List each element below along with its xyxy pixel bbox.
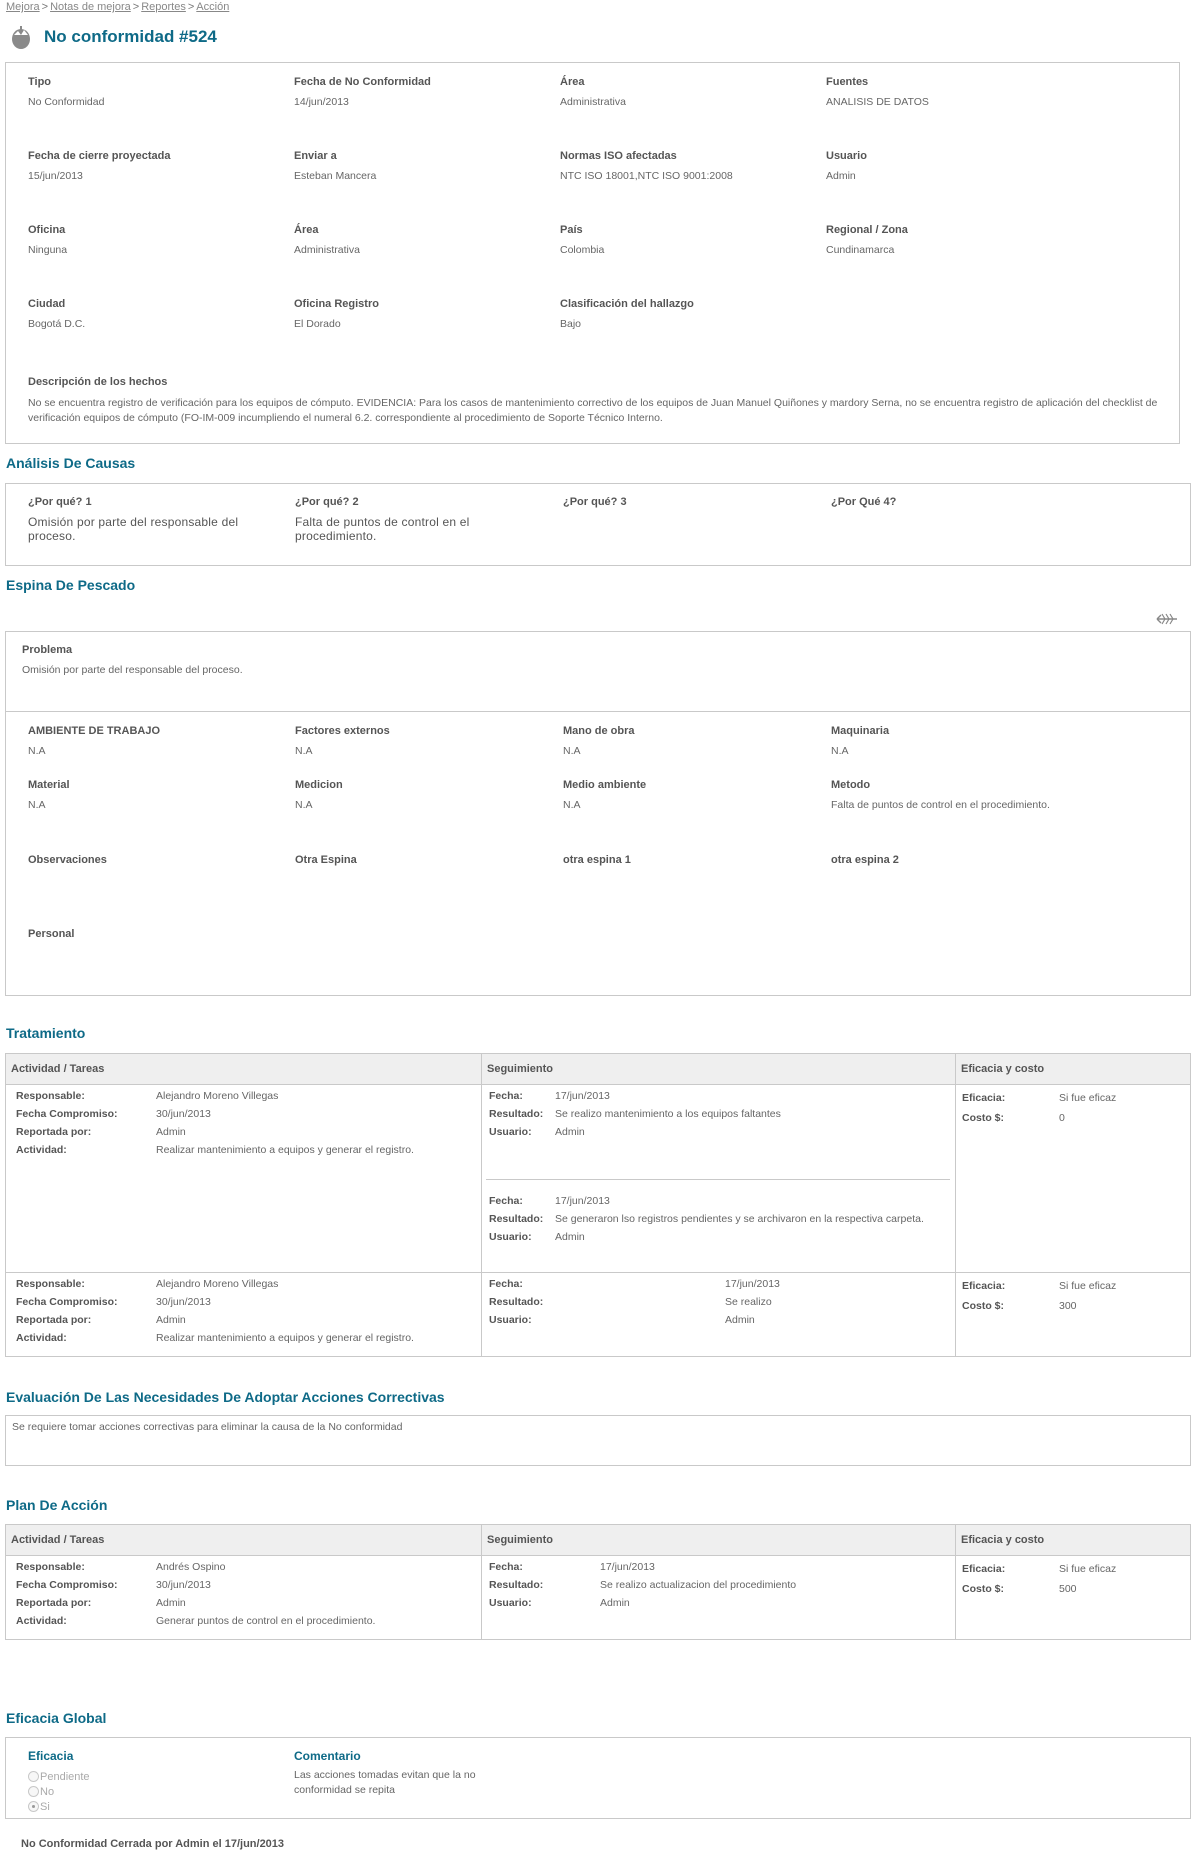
divider [6, 711, 1190, 712]
field-value: Colombia [560, 244, 605, 256]
kv-label: Eficacia: [962, 1092, 1006, 1104]
field-label: Factores externos [295, 725, 390, 737]
field-label: Metodo [831, 779, 871, 791]
section-title-tratamiento: Tratamiento [6, 1025, 86, 1041]
breadcrumb-reportes[interactable]: Reportes [141, 1, 186, 13]
field-value: Administrativa [294, 244, 360, 256]
kv-label: Usuario: [489, 1314, 532, 1326]
field-regional [826, 223, 908, 257]
kv-value: 17/jun/2013 [725, 1278, 780, 1290]
eficacia-group [28, 1749, 90, 1814]
kv-value: 17/jun/2013 [600, 1561, 655, 1573]
breadcrumb-separator: > [132, 1, 140, 13]
field-value: Esteban Mancera [294, 170, 377, 182]
field-fecha-cierre [28, 149, 170, 183]
field-descripcion [28, 375, 1183, 426]
kv-value: Alejandro Moreno Villegas [156, 1090, 279, 1102]
kv-label: Eficacia: [962, 1563, 1006, 1575]
kv-value: 17/jun/2013 [555, 1195, 610, 1207]
kv-label: Usuario: [489, 1597, 532, 1609]
kv-value: Se realizo actualizacion del procedimiento [600, 1579, 797, 1591]
field-label: ¿Por Qué 4? [831, 496, 897, 508]
kv-label: Resultado: [489, 1296, 544, 1308]
kv-value: Realizar mantenimiento a equipos y generar el registro. [156, 1332, 414, 1344]
comentario-label: Comentario [294, 1749, 361, 1763]
kv-value: Si fue eficaz [1059, 1563, 1117, 1575]
kv-value: 30/jun/2013 [156, 1579, 211, 1591]
table-row [16, 1087, 414, 1159]
espina-otra [295, 853, 357, 874]
field-value: N.A [28, 745, 46, 757]
kv-label: Fecha: [489, 1278, 523, 1290]
field-clasificacion [560, 297, 694, 331]
field-enviar [294, 149, 376, 183]
column-divider [955, 1525, 956, 1639]
column-header: Eficacia y costo [961, 1534, 1045, 1546]
kv-label: Reportada por: [16, 1597, 92, 1609]
por-que-4 [831, 495, 1071, 515]
field-value: Omisión por parte del responsable del proceso. [28, 515, 239, 543]
eficacia-costo [962, 1276, 1116, 1316]
field-value: Admin [826, 170, 856, 182]
field-ciudad [28, 297, 85, 331]
breadcrumb-notas[interactable]: Notas de mejora [50, 1, 131, 13]
field-label: Normas ISO afectadas [560, 150, 677, 162]
field-pais [560, 223, 604, 257]
kv-value: 0 [1059, 1112, 1065, 1124]
row-divider [6, 1272, 1190, 1273]
field-value: Ninguna [28, 244, 68, 256]
espina-metodo [831, 778, 1050, 812]
field-usuario [826, 149, 867, 183]
column-divider [481, 1525, 482, 1639]
field-label: Clasificación del hallazgo [560, 298, 694, 310]
radio-pendiente[interactable] [28, 1769, 90, 1784]
column-divider [955, 1054, 956, 1356]
radio-button[interactable] [28, 1771, 39, 1782]
kv-label: Actividad: [16, 1332, 67, 1344]
kv-label: Costo $: [962, 1583, 1004, 1595]
breadcrumb [6, 1, 229, 13]
field-label: otra espina 2 [831, 854, 899, 866]
field-value: Bajo [560, 318, 582, 330]
closure-note: No Conformidad Cerrada por Admin el 17/jun/2013 [21, 1838, 285, 1850]
espina-material [28, 778, 70, 812]
espina-medicion [295, 778, 343, 812]
espina-observaciones [28, 853, 107, 874]
field-fuentes [826, 75, 929, 109]
espina-personal [28, 927, 74, 948]
table-row [16, 1275, 414, 1347]
field-value: Omisión por parte del responsable del proceso. [22, 664, 243, 676]
field-label: Otra Espina [295, 854, 357, 866]
seguimiento-entry [489, 1558, 796, 1612]
kv-value: Admin [156, 1314, 186, 1326]
kv-value: Si fue eficaz [1059, 1092, 1117, 1104]
details-panel [5, 62, 1180, 444]
field-label: Fecha de No Conformidad [294, 76, 431, 88]
eficacia-label: Eficacia [28, 1749, 74, 1763]
field-value: No Conformidad [28, 96, 105, 108]
kv-label: Fecha Compromiso: [16, 1579, 118, 1591]
espina-mano-obra [563, 724, 635, 758]
field-label: otra espina 1 [563, 854, 631, 866]
kv-value: 30/jun/2013 [156, 1108, 211, 1120]
kv-value: Alejandro Moreno Villegas [156, 1278, 279, 1290]
field-value: 14/jun/2013 [294, 96, 349, 108]
por-que-3 [563, 495, 803, 515]
field-area [560, 75, 626, 109]
field-tipo [28, 75, 104, 109]
kv-label: Resultado: [489, 1213, 544, 1225]
comentario-group [294, 1749, 509, 1798]
kv-label: Actividad: [16, 1144, 67, 1156]
section-title-evaluacion: Evaluación De Las Necesidades De Adoptar Acciones Correctivas [6, 1389, 445, 1405]
field-label: Material [28, 779, 70, 791]
field-label: Ciudad [28, 298, 66, 310]
field-label: Personal [28, 928, 75, 940]
kv-label: Eficacia: [962, 1280, 1006, 1292]
eficacia-costo [962, 1559, 1116, 1599]
evaluacion-panel [5, 1415, 1191, 1466]
kv-label: Usuario: [489, 1126, 532, 1138]
kv-label: Reportada por: [16, 1314, 92, 1326]
kv-value: 500 [1059, 1583, 1077, 1595]
kv-value: Andrés Ospino [156, 1561, 226, 1573]
field-value: Falta de puntos de control en el procedimiento. [295, 515, 470, 543]
section-title-analisis: Análisis De Causas [6, 455, 136, 471]
kv-label: Usuario: [489, 1231, 532, 1243]
kv-label: Costo $: [962, 1300, 1004, 1312]
page-title: No conformidad #524 [44, 27, 217, 46]
espina-medio-ambiente [563, 778, 646, 812]
radio-button[interactable] [28, 1801, 39, 1812]
espina-ambiente [28, 724, 160, 758]
field-label: Regional / Zona [826, 224, 908, 236]
kv-value: Se realizo [725, 1296, 772, 1308]
field-label: Medio ambiente [563, 779, 647, 791]
field-label: Área [294, 224, 319, 236]
comentario-text: Las acciones tomadas evitan que la no conformidad se repita [294, 1769, 476, 1796]
field-value: El Dorado [294, 318, 341, 330]
seguimiento-entry [489, 1087, 781, 1141]
section-title-eficacia-global: Eficacia Global [6, 1710, 107, 1726]
field-fecha-nc [294, 75, 431, 109]
plan-table [5, 1524, 1191, 1640]
field-value: Bogotá D.C. [28, 318, 86, 330]
por-que-1 [28, 495, 268, 543]
field-value: NTC ISO 18001,NTC ISO 9001:2008 [560, 170, 733, 182]
field-value: N.A [295, 799, 313, 811]
espina-panel [5, 631, 1191, 996]
page-header [10, 22, 217, 52]
kv-label: Costo $: [962, 1112, 1004, 1124]
espina-otra-1 [563, 853, 631, 874]
breadcrumb-accion[interactable]: Acción [196, 1, 230, 13]
field-label: ¿Por qué? 1 [28, 496, 92, 508]
field-normas [560, 149, 733, 183]
field-value: 15/jun/2013 [28, 170, 83, 182]
field-value: N.A [295, 745, 313, 757]
radio-label: Pendiente [40, 1770, 90, 1783]
tratamiento-table [5, 1053, 1191, 1357]
field-label: Problema [22, 644, 73, 656]
column-header: Seguimiento [487, 1534, 554, 1546]
field-value: N.A [563, 799, 581, 811]
kv-value: Admin [156, 1126, 186, 1138]
kv-value: Admin [555, 1126, 585, 1138]
radio-si[interactable] [28, 1799, 90, 1814]
field-label: Enviar a [294, 150, 337, 162]
kv-label: Responsable: [16, 1278, 85, 1290]
analisis-panel [5, 483, 1191, 566]
kv-value: Se generaron lso registros pendientes y se archivaron en la respectiva carpeta. [555, 1213, 924, 1225]
eficacia-costo [962, 1088, 1116, 1128]
column-header: Seguimiento [487, 1063, 554, 1075]
field-label: Descripción de los hechos [28, 376, 168, 388]
field-area-2 [294, 223, 360, 257]
column-header: Eficacia y costo [961, 1063, 1045, 1075]
field-label: Tipo [28, 76, 52, 88]
kv-value: 30/jun/2013 [156, 1296, 211, 1308]
field-label: Medicion [295, 779, 343, 791]
field-label: Observaciones [28, 854, 107, 866]
field-value: Cundinamarca [826, 244, 895, 256]
kv-label: Fecha Compromiso: [16, 1296, 118, 1308]
field-label: AMBIENTE DE TRABAJO [28, 725, 161, 737]
kv-label: Actividad: [16, 1615, 67, 1627]
kv-value: Realizar mantenimiento a equipos y generar el registro. [156, 1144, 414, 1156]
por-que-2 [295, 495, 505, 543]
column-header: Actividad / Tareas [11, 1534, 105, 1546]
fishbone-icon[interactable] [1155, 612, 1179, 626]
kv-label: Resultado: [489, 1108, 544, 1120]
kv-value: Si fue eficaz [1059, 1280, 1117, 1292]
column-divider [481, 1054, 482, 1356]
seguimiento-entry [489, 1192, 924, 1246]
column-header: Actividad / Tareas [11, 1063, 105, 1075]
field-label: Maquinaria [831, 725, 890, 737]
field-label: Oficina [28, 224, 66, 236]
nonconformity-icon [10, 24, 32, 50]
radio-no[interactable] [28, 1784, 90, 1799]
kv-value: 300 [1059, 1300, 1077, 1312]
field-value: Administrativa [560, 96, 626, 108]
espina-maquinaria [831, 724, 889, 758]
kv-label: Responsable: [16, 1090, 85, 1102]
field-value: ANALISIS DE DATOS [826, 96, 929, 108]
eficacia-global-panel [5, 1737, 1191, 1819]
evaluacion-text: Se requiere tomar acciones correctivas para eliminar la causa de la No conformidad [12, 1421, 403, 1433]
radio-label: No [40, 1785, 55, 1798]
kv-value: 17/jun/2013 [555, 1090, 610, 1102]
field-value: N.A [563, 745, 581, 757]
kv-value: Se realizo mantenimiento a los equipos faltantes [555, 1108, 781, 1120]
field-oficina-registro [294, 297, 379, 331]
kv-value: Admin [725, 1314, 755, 1326]
kv-label: Fecha: [489, 1195, 523, 1207]
field-label: Fecha de cierre proyectada [28, 150, 171, 162]
espina-otra-2 [831, 853, 899, 874]
section-title-espina: Espina De Pescado [6, 577, 136, 593]
breadcrumb-separator: > [41, 1, 49, 13]
field-label: Área [560, 76, 585, 88]
kv-value: Admin [156, 1597, 186, 1609]
table-header [6, 1525, 1190, 1556]
section-title-plan: Plan De Acción [6, 1497, 108, 1513]
kv-label: Responsable: [16, 1561, 85, 1573]
field-label: Usuario [826, 150, 867, 162]
field-value: Falta de puntos de control en el procedimiento. [831, 799, 1050, 811]
kv-label: Resultado: [489, 1579, 544, 1591]
espina-factores-externos [295, 724, 390, 758]
kv-value: Admin [555, 1231, 585, 1243]
kv-label: Fecha: [489, 1090, 523, 1102]
table-row [16, 1558, 375, 1630]
field-label: Fuentes [826, 76, 869, 88]
kv-value: Generar puntos de control en el procedimiento. [156, 1615, 376, 1627]
breadcrumb-separator: > [187, 1, 195, 13]
kv-label: Reportada por: [16, 1126, 92, 1138]
field-oficina [28, 223, 67, 257]
field-value: N.A [831, 745, 849, 757]
seguimiento-entry [489, 1275, 780, 1329]
kv-label: Fecha Compromiso: [16, 1108, 118, 1120]
field-label: Mano de obra [563, 725, 635, 737]
radio-label: Si [40, 1800, 50, 1813]
seguimiento-divider [486, 1179, 950, 1180]
breadcrumb-mejora[interactable]: Mejora [6, 1, 40, 13]
field-label: Oficina Registro [294, 298, 379, 310]
field-value: N.A [28, 799, 46, 811]
field-label: ¿Por qué? 2 [295, 496, 359, 508]
kv-label: Fecha: [489, 1561, 523, 1573]
radio-button[interactable] [28, 1786, 39, 1797]
field-label: ¿Por qué? 3 [563, 496, 627, 508]
field-value: No se encuentra registro de verificación para los equipos de cómputo. EVIDENCIA: Para los casos de mantenimiento correctivo de los equipos de Juan Manuel Quiñones y mardory Serna, no se encuentra registro de aplicación del checklist de verificación equipos de cómputo (FO-IM-009 incumpliendo el numeral 6.2. correspondiente al procedimiento de Soporte Técnico Interno. [28, 397, 1158, 424]
field-problema [22, 643, 243, 677]
kv-value: Admin [600, 1597, 630, 1609]
table-header [6, 1054, 1190, 1085]
field-label: País [560, 224, 583, 236]
